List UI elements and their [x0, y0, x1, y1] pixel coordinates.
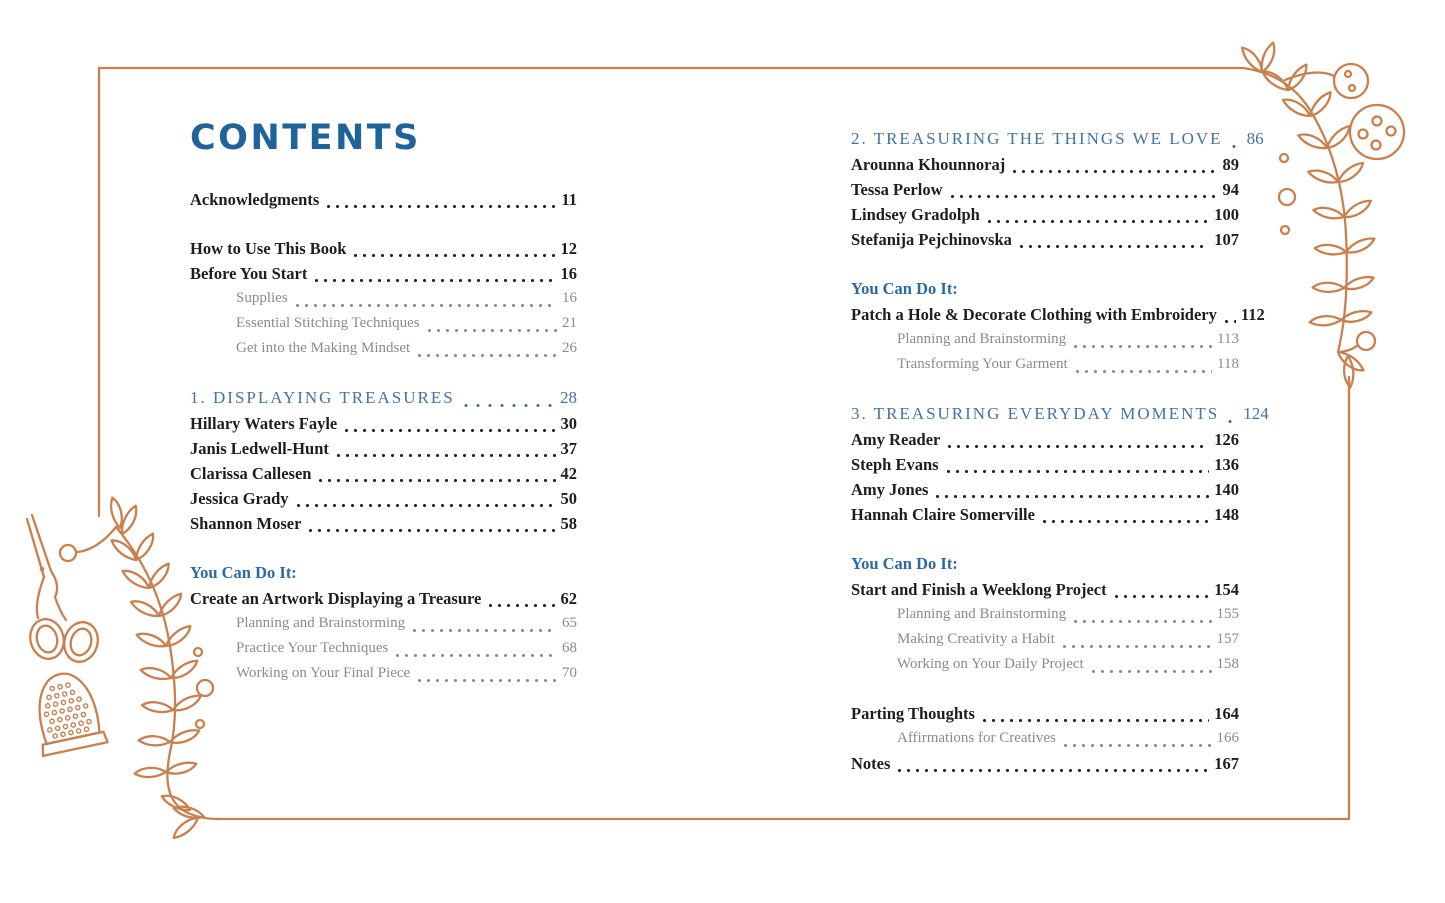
page-number: 166 — [1216, 730, 1239, 746]
dot-leader — [985, 220, 1209, 223]
toc-entry[interactable] — [190, 611, 577, 636]
dot-leader — [1228, 145, 1242, 148]
page-number: 100 — [1214, 205, 1239, 224]
page-number: 126 — [1214, 430, 1239, 449]
dot-leader — [1222, 320, 1236, 323]
dot-leader — [312, 279, 555, 282]
dot-leader — [1073, 370, 1212, 373]
page-number: 30 — [560, 414, 577, 433]
toc-group — [851, 401, 1269, 527]
toc-entry-label: Stefanija Pejchinovska — [851, 230, 1012, 249]
dot-leader — [1040, 520, 1209, 523]
toc-entry[interactable] — [851, 652, 1239, 677]
toc-entry[interactable] — [851, 627, 1239, 652]
toc-entry-label: Patch a Hole & Decorate Clothing with Embroidery — [851, 305, 1217, 324]
toc-entry-label: How to Use This Book — [190, 239, 347, 258]
toc-entry-label: 2. TREASURING THE THINGS WE LOVE — [851, 129, 1223, 148]
page-number: 62 — [560, 589, 577, 608]
toc-group — [851, 276, 1265, 377]
toc-group — [190, 560, 577, 686]
toc-entry-label: 1. DISPLAYING TREASURES — [190, 388, 455, 407]
page-number: 118 — [1217, 356, 1239, 372]
section-heading[interactable] — [851, 126, 1264, 152]
toc-entry[interactable] — [851, 602, 1239, 627]
page-number: 28 — [560, 388, 577, 407]
page-number: 167 — [1214, 754, 1239, 773]
toc-entry-label: Amy Reader — [851, 430, 941, 449]
page-number: 136 — [1214, 455, 1239, 474]
thimble-icon — [27, 667, 107, 756]
berry-icon — [1357, 332, 1375, 350]
toc-entry[interactable] — [851, 427, 1239, 452]
dot-leader — [1071, 345, 1212, 348]
toc-right-column — [851, 126, 1269, 776]
dot-leader — [293, 304, 557, 307]
toc-entry[interactable] — [851, 502, 1239, 527]
dot-leader — [1089, 670, 1212, 673]
page-number: 42 — [560, 464, 577, 483]
button-icon — [1334, 64, 1368, 98]
page-number: 21 — [562, 315, 577, 331]
toc-entry-label: Tessa Perlow — [851, 180, 943, 199]
dot-leader — [948, 195, 1218, 198]
toc-left-column — [190, 116, 577, 686]
toc-entry-label: 3. TREASURING EVERYDAY MOMENTS — [851, 404, 1220, 423]
toc-entry[interactable] — [190, 236, 577, 261]
toc-entry-label: Affirmations for Creatives — [897, 730, 1056, 746]
page-title: CONTENTS — [190, 118, 421, 158]
page-number: 65 — [562, 615, 577, 631]
toc-entry[interactable] — [190, 261, 577, 286]
toc-right-groups — [851, 126, 1269, 776]
toc-entry-label: Working on Your Daily Project — [897, 656, 1084, 672]
toc-entry[interactable] — [851, 177, 1239, 202]
toc-entry-label: Working on Your Final Piece — [236, 665, 411, 681]
page-number: 58 — [560, 514, 577, 533]
toc-entry-label: Before You Start — [190, 264, 308, 283]
dot-leader — [334, 454, 556, 457]
toc-entry-label: Shannon Moser — [190, 514, 302, 533]
toc-entry-label: Acknowledgments — [190, 190, 320, 209]
toc-entry-label: Essential Stitching Techniques — [236, 315, 420, 331]
page-number: 124 — [1243, 404, 1269, 423]
toc-entry-label: Planning and Brainstorming — [897, 331, 1067, 347]
you-can-do-it-label: You Can Do It: — [190, 563, 297, 582]
dot-leader — [294, 504, 556, 507]
toc-entry[interactable] — [190, 336, 577, 361]
toc-entry[interactable] — [190, 511, 577, 536]
toc-group — [190, 385, 577, 536]
dot-leader — [316, 479, 555, 482]
page-number: 107 — [1214, 230, 1239, 249]
dot-leader — [351, 254, 555, 257]
toc-entry[interactable] — [851, 152, 1239, 177]
dot-leader — [342, 429, 555, 432]
section-heading[interactable] — [851, 401, 1269, 427]
page-number: 158 — [1216, 656, 1239, 672]
toc-entry-label: Planning and Brainstorming — [236, 615, 406, 631]
page-number: 157 — [1216, 631, 1239, 647]
toc-entry[interactable] — [851, 577, 1239, 602]
page-number: 113 — [1217, 331, 1239, 347]
toc-entry-label: Lindsey Gradolph — [851, 205, 980, 224]
stork-scissors-icon — [26, 515, 102, 666]
toc-entry-label: Steph Evans — [851, 455, 939, 474]
toc-entry[interactable] — [190, 187, 577, 212]
dot-leader — [945, 445, 1209, 448]
dot-leader — [1017, 245, 1209, 248]
dot-leader — [324, 205, 556, 208]
toc-left-groups — [190, 187, 577, 686]
toc-entry-label: Making Creativity a Habit — [897, 631, 1055, 647]
dot-leader — [1061, 744, 1212, 747]
toc-entry[interactable] — [851, 202, 1239, 227]
toc-entry-label: Supplies — [236, 290, 288, 306]
dot-leader — [410, 629, 557, 632]
toc-entry[interactable] — [851, 452, 1239, 477]
page-number: 68 — [562, 640, 577, 656]
toc-group — [851, 551, 1239, 677]
vine-icon — [1240, 42, 1376, 388]
page-number: 155 — [1216, 606, 1239, 622]
toc-entry[interactable] — [851, 726, 1239, 751]
page-number: 37 — [560, 439, 577, 458]
page-number: 70 — [562, 665, 577, 681]
button-icon — [1350, 105, 1404, 159]
toc-entry-label: Notes — [851, 754, 891, 773]
page-number: 16 — [562, 290, 577, 306]
toc-entry[interactable] — [190, 636, 577, 661]
dot-leader — [1010, 170, 1217, 173]
toc-entry[interactable] — [851, 701, 1239, 726]
toc-entry[interactable] — [851, 751, 1239, 776]
toc-entry-label: Transforming Your Garment — [897, 356, 1068, 372]
dot-leader — [944, 470, 1210, 473]
toc-group — [190, 187, 577, 212]
toc-entry-label: Jessica Grady — [190, 489, 289, 508]
toc-entry-label: Clarissa Callesen — [190, 464, 312, 483]
toc-entry-label: Hillary Waters Fayle — [190, 414, 338, 433]
toc-entry-label: Janis Ledwell-Hunt — [190, 439, 329, 458]
toc-entry[interactable] — [851, 327, 1239, 352]
toc-entry[interactable] — [190, 461, 577, 486]
dot-leader — [933, 495, 1209, 498]
page-number: 154 — [1214, 580, 1239, 599]
you-can-do-it-label: You Can Do It: — [851, 279, 958, 298]
section-heading[interactable] — [190, 385, 577, 411]
you-can-do-it-label: You Can Do It: — [851, 554, 958, 573]
toc-entry-label: Arounna Khounnoraj — [851, 155, 1006, 174]
page-number: 86 — [1246, 129, 1264, 148]
dot-leader — [980, 719, 1209, 722]
toc-group — [851, 701, 1239, 776]
toc-group — [851, 126, 1264, 252]
toc-entry[interactable] — [851, 302, 1265, 327]
toc-entry-label: Practice Your Techniques — [236, 640, 389, 656]
page-number: 94 — [1222, 180, 1239, 199]
toc-group — [190, 236, 577, 361]
toc-entry-label: Planning and Brainstorming — [897, 606, 1067, 622]
dot-leader — [306, 529, 555, 532]
berry-icon — [60, 545, 76, 561]
toc-entry[interactable] — [190, 486, 577, 511]
toc-entry[interactable] — [190, 586, 577, 611]
toc-entry[interactable] — [190, 311, 577, 336]
toc-entry-label: Start and Finish a Weeklong Project — [851, 580, 1107, 599]
page-number: 148 — [1214, 505, 1239, 524]
toc-entry-label: Parting Thoughts — [851, 704, 975, 723]
page-number: 140 — [1214, 480, 1239, 499]
page-number: 26 — [562, 340, 577, 356]
dot-leader — [1060, 645, 1212, 648]
page-number: 12 — [560, 239, 577, 258]
dot-leader — [1071, 620, 1211, 623]
page-number: 112 — [1240, 305, 1265, 324]
toc-entry[interactable] — [190, 411, 577, 436]
toc-entry[interactable] — [190, 661, 577, 686]
toc-entry-label: Create an Artwork Displaying a Treasure — [190, 589, 482, 608]
toc-entry-label: Amy Jones — [851, 480, 929, 499]
dot-leader — [415, 354, 557, 357]
toc-entry[interactable] — [851, 352, 1239, 377]
dot-leader — [1224, 420, 1238, 423]
page-number: 11 — [561, 190, 577, 209]
dot-leader — [460, 404, 555, 407]
toc-entry-label: Hannah Claire Somerville — [851, 505, 1035, 524]
toc-entry[interactable] — [190, 436, 577, 461]
dot-leader — [895, 769, 1209, 772]
toc-entry-label: Get into the Making Mindset — [236, 340, 411, 356]
toc-entry[interactable] — [851, 477, 1239, 502]
dot-leader — [486, 604, 555, 607]
dot-leader — [415, 679, 557, 682]
dot-leader — [425, 329, 557, 332]
dot-leader — [393, 654, 557, 657]
page-number: 50 — [560, 489, 577, 508]
toc-entry[interactable] — [190, 286, 577, 311]
page-number: 164 — [1214, 704, 1239, 723]
dot-leader — [1112, 595, 1210, 598]
page-number: 16 — [560, 264, 577, 283]
toc-entry[interactable] — [851, 227, 1239, 252]
page-number: 89 — [1222, 155, 1239, 174]
